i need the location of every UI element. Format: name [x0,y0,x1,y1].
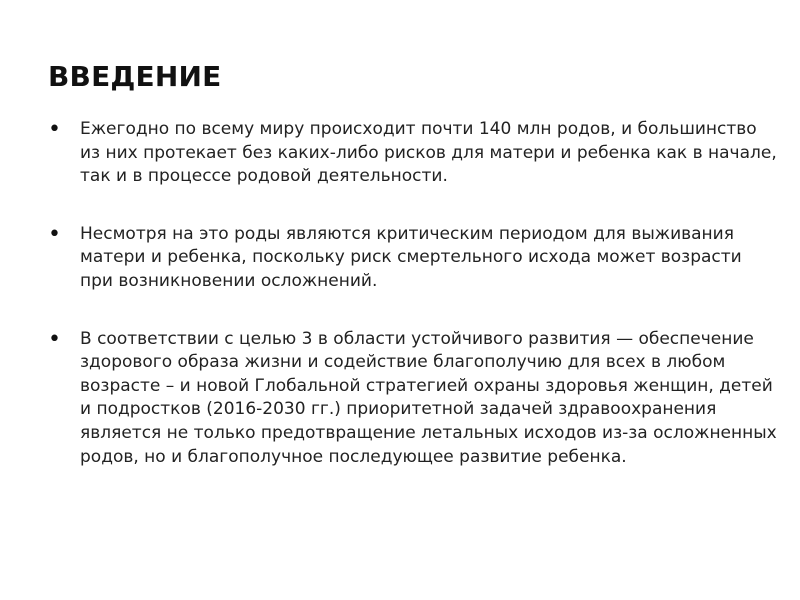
bullet-text: Несмотря на это роды являются критическим периодом для выживания матери и ребенка, поскольку риск смертельного исхода может возрасти при возникновении осложнений. [80,223,742,291]
bullet-item [48,328,778,470]
bullet-item [48,118,778,189]
bullet-text: Ежегодно по всему миру происходит почти 140 млн родов, и большинство из них протекает без каких-либо рисков для матери и ребенка как в начале, так и в процессе родовой деятельности. [80,119,777,187]
bullet-icon: • [48,326,61,352]
bullet-list [48,118,778,469]
bullet-icon: • [48,221,61,247]
slide-title: ВВЕДЕНИЕ [48,60,222,93]
bullet-icon: • [48,117,61,142]
bullet-text: В соответствии с целью 3 в области устойчивого развития — обеспечение здорового образа жизни и содействие благополучию для всех в любом возрасте – и новой Глобальной стратегией охраны здоровья женщин, детей и подростков (2016-2030 гг.) приоритетной задачей здравоохранения является не только предотвращение летальных исходов из-за осложненных родов, но и благополучное последующее развитие ребенка. [80,328,777,467]
bullet-item [48,223,778,294]
